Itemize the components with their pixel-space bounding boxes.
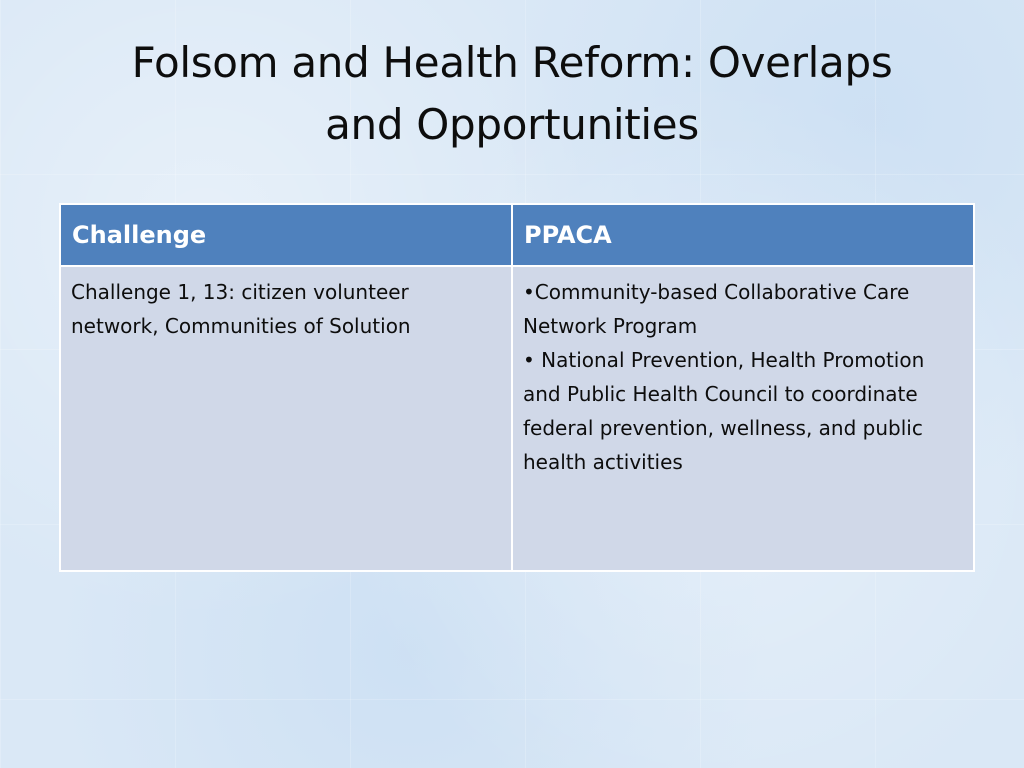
ppaca-bullet-list (523, 275, 963, 479)
comparison-table (59, 203, 975, 572)
header-challenge: Challenge (60, 204, 512, 266)
table-row (60, 266, 974, 571)
slide-title-line-2: and Opportunities (325, 100, 699, 149)
ppaca-item: •Community-based Collaborative Care Network Program (523, 280, 910, 338)
ppaca-item: • National Prevention, Health Promotion and Public Health Council to coordinate federal prevention, wellness, and public health activities (523, 348, 925, 474)
challenge-cell: Challenge 1, 13: citizen volunteer network, Communities of Solution (60, 266, 512, 571)
header-ppaca: PPACA (512, 204, 974, 266)
slide-title (60, 32, 964, 156)
table-header-row (60, 204, 974, 266)
slide-title-line-1: Folsom and Health Reform: Overlaps (131, 38, 893, 87)
ppaca-cell (512, 266, 974, 571)
